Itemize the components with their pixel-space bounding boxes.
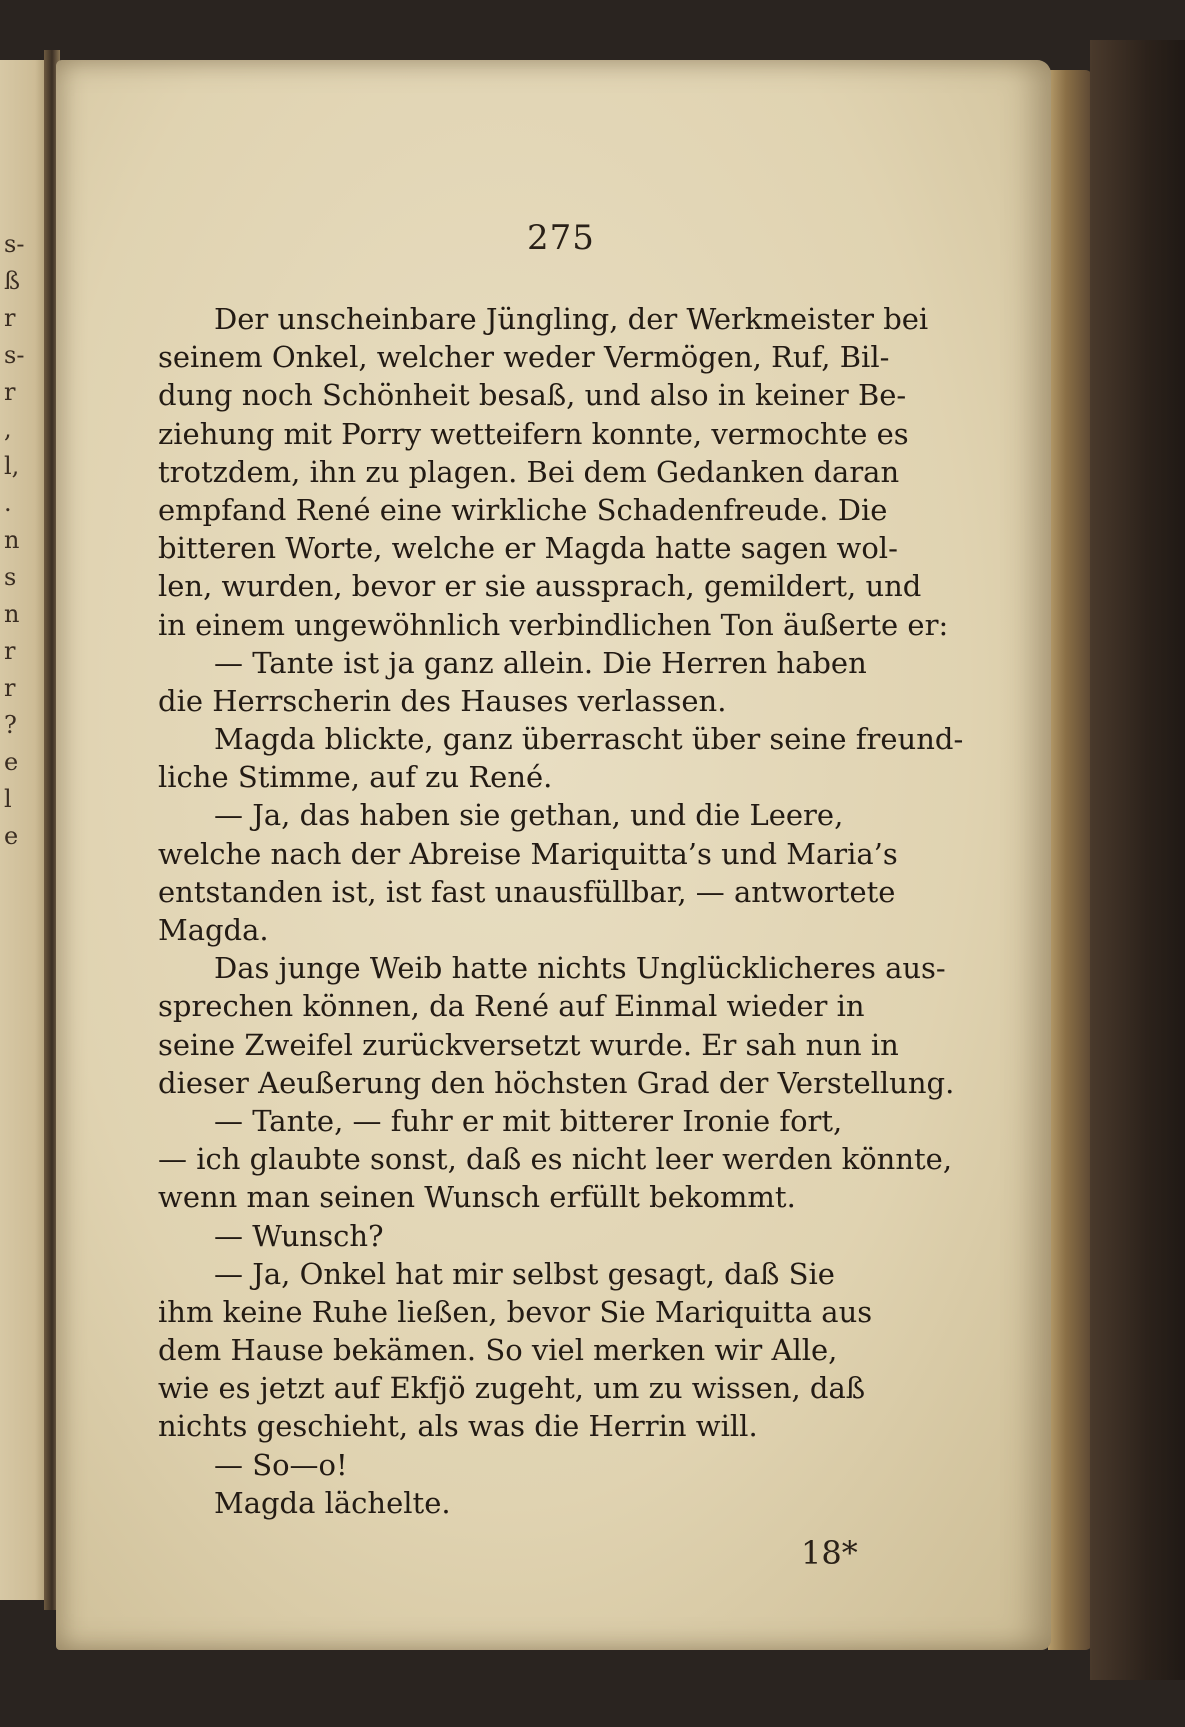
text-line: — Ja, das haben sie gethan, und die Leere, (214, 798, 844, 833)
text-line: Das junge Weib hatte nichts Unglücklicheres aus- (214, 951, 946, 986)
text-line: len, wurden, bevor er sie aussprach, gemildert, und (158, 569, 922, 604)
text-line: dung noch Schönheit besaß, und also in keiner Be- (158, 378, 907, 413)
left-page-fragment: l, (4, 452, 20, 480)
left-page-fragment: s (4, 563, 17, 591)
page-body (158, 300, 966, 1522)
book-page (56, 60, 1051, 1650)
text-line: — ich glaubte sonst, daß es nicht leer werden könnte, (158, 1142, 953, 1177)
text-line: Magda lächelte. (214, 1485, 451, 1520)
left-page-fragment: . (4, 489, 12, 517)
book-cover (1090, 40, 1185, 1680)
text-line: empfand René eine wirkliche Schadenfreude. Die (158, 492, 888, 527)
left-page-fragment: ? (4, 711, 17, 739)
text-line: in einem ungewöhnlich verbindlichen Ton äußerte er: (158, 607, 949, 642)
text-line: — Tante ist ja ganz allein. Die Herren haben (214, 645, 867, 680)
text-line: dieser Aeußerung den höchsten Grad der Verstellung. (158, 1065, 955, 1100)
left-page-fragment: l (4, 785, 12, 813)
left-page-fragment: r (4, 304, 16, 332)
text-line: dem Hause bekämen. So viel merken wir Alle, (158, 1333, 838, 1368)
text-line: wenn man seinen Wunsch erfüllt bekommt. (158, 1180, 796, 1215)
text-line: seine Zweifel zurückversetzt wurde. Er sah nun in (158, 1027, 899, 1062)
left-page-fragment: s- (4, 341, 25, 369)
left-page-fragment: r (4, 674, 16, 702)
left-page-fragment: n (4, 526, 20, 554)
left-page-fragment: e (4, 822, 19, 850)
text-line: bitteren Worte, welche er Magda hatte sagen wol- (158, 531, 898, 566)
text-line: wie es jetzt auf Ekfjö zugeht, um zu wissen, daß (158, 1371, 866, 1406)
text-line: die Herrscherin des Hauses verlassen. (158, 683, 727, 718)
text-line: — So—o! (214, 1447, 348, 1482)
text-line: Der unscheinbare Jüngling, der Werkmeister bei (214, 302, 929, 336)
left-page-edge (0, 60, 50, 1600)
text-line: — Ja, Onkel hat mir selbst gesagt, daß Sie (214, 1256, 835, 1291)
page-stack-edge (1048, 70, 1093, 1650)
text-line: Magda. (158, 913, 269, 947)
left-page-fragment: s- (4, 230, 25, 258)
left-page-fragment: r (4, 637, 16, 665)
left-page-fragment: r (4, 378, 16, 406)
left-page-fragment: e (4, 748, 19, 776)
text-line: — Wunsch? (214, 1218, 384, 1253)
text-line: seinem Onkel, welcher weder Vermögen, Ruf, Bil- (158, 340, 890, 375)
text-line: nichts geschieht, als was die Herrin will. (158, 1409, 758, 1444)
text-line: sprechen können, da René auf Einmal wieder in (158, 989, 865, 1024)
text-line: ziehung mit Porry wetteifern konnte, vermochte es (158, 416, 909, 451)
text-line: — Tante, — fuhr er mit bitterer Ironie fort, (214, 1103, 843, 1138)
signature-mark: 18* (801, 1534, 858, 1572)
left-page-fragment: ß (4, 267, 21, 295)
text-line: liche Stimme, auf zu René. (158, 760, 553, 795)
page-number: 275 (527, 218, 595, 258)
text-line: Magda blickte, ganz überrascht über seine freund- (214, 722, 964, 757)
left-page-fragment: , (4, 415, 12, 443)
text-line: welche nach der Abreise Mariquitta’s und Maria’s (158, 836, 898, 871)
text-line: entstanden ist, ist fast unausfüllbar, — antwortete (158, 874, 896, 909)
text-line: ihm keine Ruhe ließen, bevor Sie Mariquitta aus (158, 1294, 873, 1329)
left-page-fragment: n (4, 600, 20, 628)
text-line: trotzdem, ihn zu plagen. Bei dem Gedanken daran (158, 454, 900, 489)
